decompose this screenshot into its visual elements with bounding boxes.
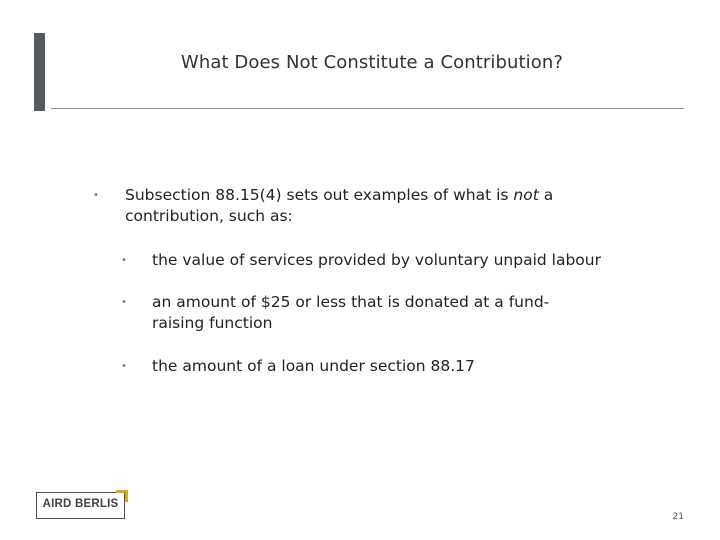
title-divider <box>51 108 684 109</box>
bullet-icon: • <box>93 190 99 201</box>
sub-bullet-text: the value of services provided by voluntary unpaid labour <box>152 251 601 269</box>
page-number: 21 <box>672 512 684 522</box>
bullet-icon: • <box>121 297 127 308</box>
sub-bullet <box>121 292 591 334</box>
bullet-icon: • <box>121 255 127 266</box>
sub-bullet <box>121 356 641 377</box>
aird-berlis-logo <box>36 490 128 520</box>
slide-title: What Does Not Constitute a Contribution? <box>180 52 564 73</box>
bullet-icon: • <box>121 361 127 372</box>
main-bullet-emphasis: not <box>513 186 539 204</box>
main-bullet-text-before: Subsection 88.15(4) sets out examples of what is <box>125 186 514 204</box>
title-accent-bar <box>34 33 45 111</box>
sub-bullet-text: the amount of a loan under section 88.17 <box>152 357 475 375</box>
main-bullet-text <box>125 185 613 227</box>
main-bullet-text-after: a contribution, such as: <box>125 186 554 225</box>
logo-accent-corner <box>125 490 128 502</box>
main-bullet <box>93 185 613 227</box>
logo-text: AIRD BERLIS <box>42 498 119 510</box>
sub-bullet-text: an amount of $25 or less that is donated at a fund-raising function <box>152 293 550 332</box>
sub-bullet <box>121 250 641 271</box>
